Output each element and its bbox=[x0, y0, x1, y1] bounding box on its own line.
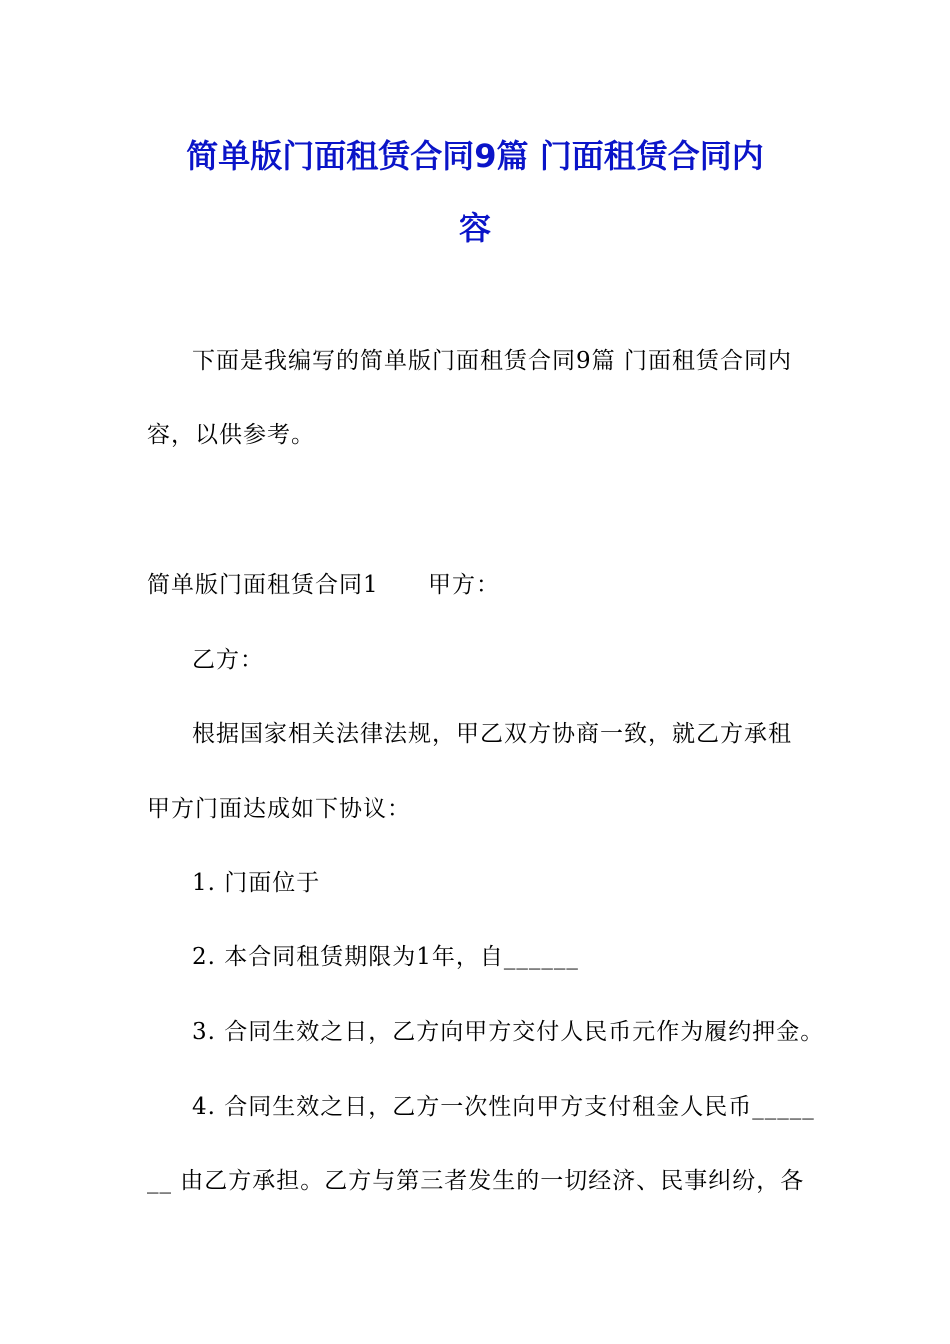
clause-1: 1. 门面位于 bbox=[192, 870, 321, 896]
clause-3: 3. 合同生效之日，乙方向甲方交付人民币元作为履约押金。 bbox=[192, 1019, 825, 1045]
party-a-label: 甲方： bbox=[428, 572, 500, 598]
clause-4: 4. 合同生效之日，乙方一次性向甲方支付租金人民币_____ bbox=[192, 1094, 815, 1120]
preamble-line-2: 甲方门面达成如下协议： bbox=[147, 796, 411, 822]
intro-paragraph-line-2: 容，以供参考。 bbox=[147, 422, 315, 448]
intro-paragraph-line-1: 下面是我编写的简单版门面租赁合同9篇 门面租赁合同内 bbox=[192, 348, 792, 374]
document-title-line-2: 容 bbox=[458, 209, 491, 247]
document-title-line-1: 简单版门面租赁合同9篇 门面租赁合同内 bbox=[186, 137, 764, 175]
clause-continuation-line: __ 由乙方承担。乙方与第三者发生的一切经济、民事纠纷，各 bbox=[147, 1168, 805, 1194]
preamble-line-1: 根据国家相关法律法规，甲乙双方协商一致，就乙方承租 bbox=[192, 721, 792, 747]
clause-2: 2. 本合同租赁期限为1年，自______ bbox=[192, 944, 579, 970]
section-heading: 简单版门面租赁合同1 bbox=[147, 572, 379, 598]
party-b-label: 乙方： bbox=[192, 647, 264, 673]
